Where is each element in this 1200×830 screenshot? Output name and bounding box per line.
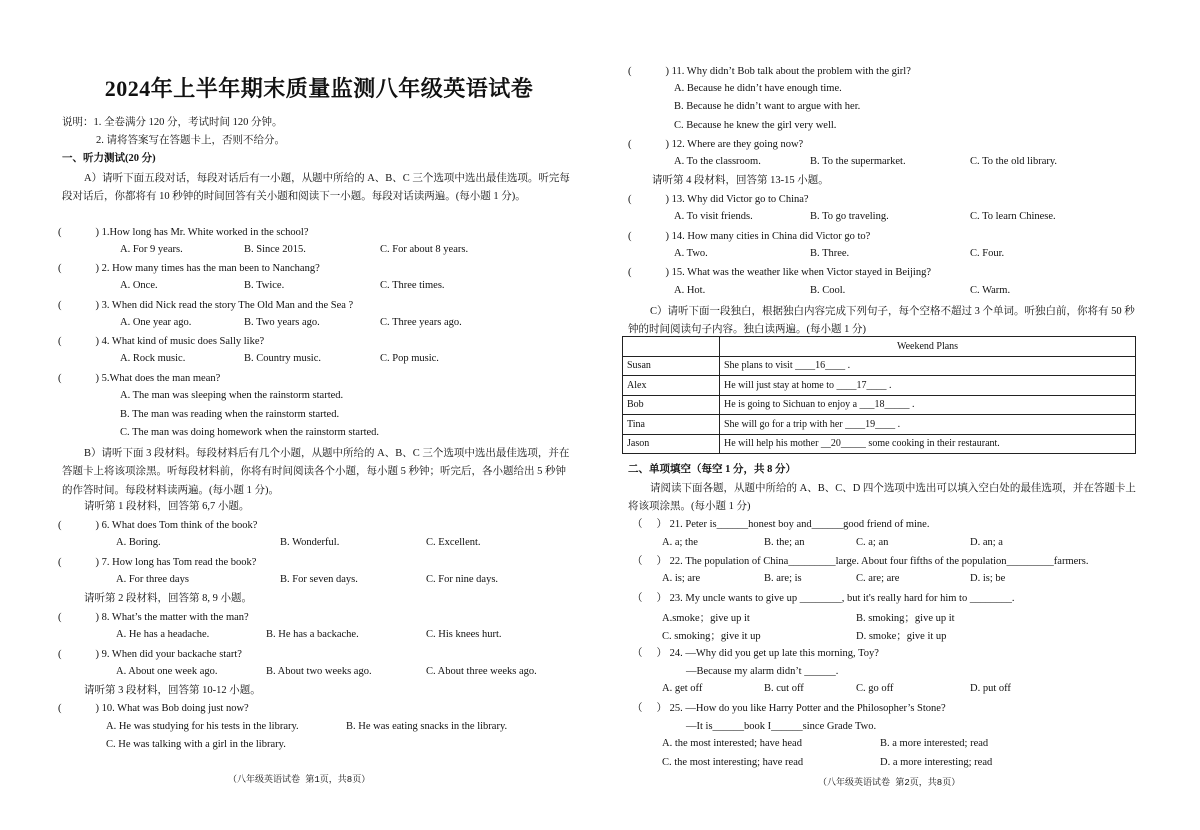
q12-option-a: A. To the classroom. (674, 156, 761, 167)
q24-option-a: A. get off (662, 683, 703, 694)
q23-option-b: B. smoking；give up it (856, 613, 955, 624)
question-22: （ ） 22. The population of China_________large. About four fifths of the population_________farmers. (632, 556, 1089, 567)
q1-option-c: C. For about 8 years. (380, 244, 469, 255)
question-21: （ ） 21. Peter is______honest boy and______good friend of mine. (632, 519, 930, 530)
q4-option-b: B. Country music. (244, 353, 322, 364)
table-row (623, 415, 1136, 435)
q2-option-a: A. Once. (120, 280, 158, 291)
q25-option-a: A. the most interested; have head (662, 738, 802, 749)
question-24: （ ） 24. —Why did you get up late this morning, Toy? (632, 648, 879, 659)
partA-instructions: A）请听下面五段对话，每段对话后有一小题，从题中所给的 A、B、C 三个选项中选出最佳选项。听完每段对话后，你都将有 10 秒钟的时间回答有关小题和阅读下一小题。每段对话读两遍。(每小题 1 分)。 (62, 173, 570, 203)
q4-option-a: A. Rock music. (120, 353, 186, 364)
table-header-row (623, 337, 1136, 357)
table-row (623, 395, 1136, 415)
q10-option-b: B. He was eating snacks in the library. (346, 721, 508, 732)
q10-option-c: C. He was talking with a girl in the library. (106, 739, 286, 750)
question-14: ( ) 14. How many cities in China did Victor go to? (628, 231, 871, 242)
q13-option-b: B. To go traveling. (810, 211, 889, 222)
q24-response: —Because my alarm didn’t ______. (686, 666, 839, 677)
table-row (623, 376, 1136, 396)
q10-option-a: A. He was studying for his tests in the library. (106, 721, 299, 732)
section2-instructions: 请阅读下面各题，从题中所给的 A、B、C、D 四个选项中选出可以填入空白处的最佳选项，并在答题卡上将该项涂黑。(每小题 1 分) (628, 483, 1136, 513)
q7-option-c: C. For nine days. (426, 574, 499, 585)
q5-option-b: B. The man was reading when the rainstorm started. (120, 409, 340, 420)
q24-option-c: C. go off (856, 683, 894, 694)
q13-option-c: C. To learn Chinese. (970, 211, 1056, 222)
q1-option-a: A. For 9 years. (120, 244, 183, 255)
row-name: Jason (623, 434, 720, 454)
q3-option-b: B. Two years ago. (244, 317, 320, 328)
row-plan: He will just stay at home to ____17____ . (720, 376, 1136, 396)
q6-option-a: A. Boring. (116, 537, 161, 548)
row-name: Tina (623, 415, 720, 435)
q23-option-a: A.smoke；give up it (662, 613, 750, 624)
row-plan: He is going to Sichuan to enjoy a ___18_____ . (720, 395, 1136, 415)
question-1: ( ) 1.How long has Mr. White worked in the school? (58, 227, 309, 238)
q11-option-b: B. Because he didn’t want to argue with her. (674, 101, 861, 112)
section1-title: 一、听力测试(20 分) (62, 153, 156, 164)
question-3: ( ) 3. When did Nick read the story The Old Man and the Sea ? (58, 300, 354, 311)
q15-option-b: B. Cool. (810, 285, 846, 296)
row-plan: She will go for a trip with her ____19____ . (720, 415, 1136, 435)
question-6: ( ) 6. What does Tom think of the book? (58, 520, 258, 531)
table-row (623, 356, 1136, 376)
section2-title: 二、单项填空（每空 1 分，共 8 分） (628, 464, 796, 475)
exam-title: 2024年上半年期末质量监测八年级英语试卷 (104, 76, 534, 101)
q2-option-c: C. Three times. (380, 280, 445, 291)
partB-instructions: B）请听下面 3 段材料。每段材料后有几个小题，从题中所给的 A、B、C 三个选项中选出最佳选项，并在答题卡上将该项涂黑。听每段材料前，你将有时间阅读各个小题，每小题 5 秒钟；听完后，各小题给出 5 秒钟的作答时间。每段材料读两遍。(每小题 1 分)。 (62, 448, 570, 496)
q7-option-b: B. For seven days. (280, 574, 358, 585)
q15-option-a: A. Hot. (674, 285, 706, 296)
question-23: （ ） 23. My uncle wants to give up ________, but it's really hard for him to ________. (632, 593, 1015, 604)
q21-option-c: C. a; an (856, 537, 889, 548)
q21-option-d: D. an; a (970, 537, 1003, 548)
question-11: ( ) 11. Why didn’t Bob talk about the problem with the girl? (628, 66, 911, 77)
q22-option-b: B. are; is (764, 573, 802, 584)
question-4: ( ) 4. What kind of music does Sally like? (58, 336, 265, 347)
q25-option-b: B. a more interested; read (880, 738, 989, 749)
q25-response: —It is______book I______since Grade Two. (686, 721, 877, 732)
q25-option-c: C. the most interesting; have read (662, 757, 804, 768)
q21-option-a: A. a; the (662, 537, 698, 548)
q5-option-c: C. The man was doing homework when the rainstorm started. (120, 427, 380, 438)
q21-option-b: B. the; an (764, 537, 805, 548)
q23-option-c: C. smoking；give it up (662, 631, 761, 642)
passage-1-label: 请听第 1 段材料，回答第 6,7 小题。 (84, 501, 250, 512)
q8-option-a: A. He has a headache. (116, 629, 210, 640)
q12-option-b: B. To the supermarket. (810, 156, 906, 167)
q14-option-b: B. Three. (810, 248, 850, 259)
q25-option-d: D. a more interesting; read (880, 757, 993, 768)
question-2: ( ) 2. How many times has the man been to Nanchang? (58, 263, 320, 274)
question-7: ( ) 7. How long has Tom read the book? (58, 557, 257, 568)
row-name: Susan (623, 356, 720, 376)
q23-option-d: D. smoke；give it up (856, 631, 947, 642)
q14-option-c: C. Four. (970, 248, 1005, 259)
q7-option-a: A. For three days (116, 574, 189, 585)
question-25: （ ） 25. —How do you like Harry Potter and the Philosopher’s Stone? (632, 703, 946, 714)
passage-2-label: 请听第 2 段材料，回答第 8, 9 小题。 (84, 593, 252, 604)
q4-option-c: C. Pop music. (380, 353, 439, 364)
question-5: ( ) 5.What does the man mean? (58, 373, 221, 384)
row-plan: She plans to visit ____16____ . (720, 356, 1136, 376)
q8-option-b: B. He has a backache. (266, 629, 359, 640)
question-15: ( ) 15. What was the weather like when Victor stayed in Beijing? (628, 267, 931, 278)
q11-option-c: C. Because he knew the girl very well. (674, 120, 837, 131)
q22-option-c: C. are; are (856, 573, 900, 584)
partC-instructions: C）请听下面一段独白，根据独白内容完成下列句子，每个空格不超过 3 个单词。听独白前，你将有 50 秒钟的时间阅读句子内容。独白读两遍。(每小题 1 分) (628, 306, 1135, 336)
note-2: 2. 请将答案写在答题卡上，否则不给分。 (96, 135, 285, 146)
q24-option-d: D. put off (970, 683, 1011, 694)
page-footer-2: （八年级英语试卷 第2页，共8页） (818, 778, 961, 788)
passage-4-label: 请听第 4 段材料，回答第 13-15 小题。 (652, 175, 829, 186)
weekend-plans-table (622, 336, 1136, 454)
question-8: ( ) 8. What’s the matter with the man? (58, 612, 249, 623)
q8-option-c: C. His knees hurt. (426, 629, 502, 640)
question-10: ( ) 10. What was Bob doing just now? (58, 703, 249, 714)
q1-option-b: B. Since 2015. (244, 244, 306, 255)
q14-option-a: A. Two. (674, 248, 708, 259)
q24-option-b: B. cut off (764, 683, 804, 694)
q15-option-c: C. Warm. (970, 285, 1011, 296)
q13-option-a: A. To visit friends. (674, 211, 753, 222)
passage-3-label: 请听第 3 段材料，回答第 10-12 小题。 (84, 685, 261, 696)
q6-option-c: C. Excellent. (426, 537, 481, 548)
q3-option-a: A. One year ago. (120, 317, 192, 328)
q12-option-c: C. To the old library. (970, 156, 1058, 167)
q9-option-c: C. About three weeks ago. (426, 666, 537, 677)
q9-option-b: B. About two weeks ago. (266, 666, 372, 677)
q3-option-c: C. Three years ago. (380, 317, 462, 328)
q22-option-d: D. is; be (970, 573, 1006, 584)
q9-option-a: A. About one week ago. (116, 666, 218, 677)
q22-option-a: A. is; are (662, 573, 701, 584)
note-1: 说明：1. 全卷满分 120 分，考试时间 120 分钟。 (62, 117, 283, 128)
row-name: Alex (623, 376, 720, 396)
row-name: Bob (623, 395, 720, 415)
q11-option-a: A. Because he didn’t have enough time. (674, 83, 842, 94)
table-row (623, 434, 1136, 454)
row-plan: He will help his mother __20_____ some cooking in their restaurant. (720, 434, 1136, 454)
q5-option-a: A. The man was sleeping when the rainstorm started. (120, 390, 344, 401)
question-12: ( ) 12. Where are they going now? (628, 139, 804, 150)
question-13: ( ) 13. Why did Victor go to China? (628, 194, 809, 205)
table-header: Weekend Plans (720, 337, 1136, 357)
q2-option-b: B. Twice. (244, 280, 285, 291)
page-footer-1: （八年级英语试卷 第1页，共8页） (228, 775, 371, 785)
question-9: ( ) 9. When did your backache start? (58, 649, 242, 660)
q6-option-b: B. Wonderful. (280, 537, 340, 548)
